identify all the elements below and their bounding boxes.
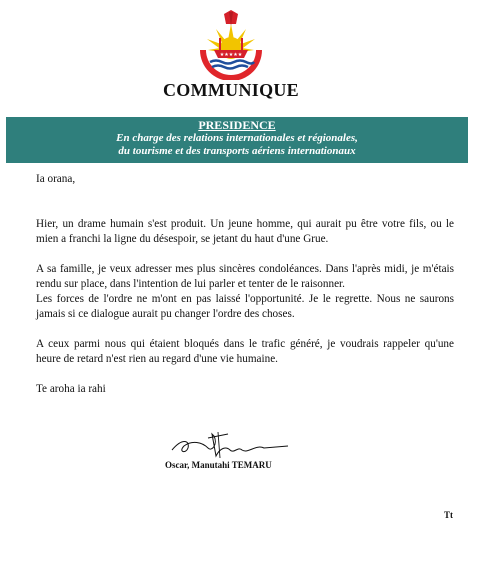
banner-subtitle-line-2: du tourisme et des transports aériens internationaux xyxy=(118,145,356,157)
greeting: Ia orana, xyxy=(36,173,76,185)
svg-text:★★★★★: ★★★★★ xyxy=(219,52,243,58)
signer-name: Oscar, Manutahi TEMARU xyxy=(165,460,272,470)
closing-line: Te aroha ia rahi xyxy=(36,383,106,395)
banner-subtitle-line-1: En charge des relations internationales et régionales, xyxy=(116,132,358,144)
coat-of-arms-logo xyxy=(196,10,266,80)
banner-heading: PRESIDENCE xyxy=(198,118,276,132)
letter-body xyxy=(36,172,454,397)
paragraph-3: A ceux parmi nous qui étaient bloqués dans le trafic généré, je voudrais rappeler qu'une heure de retard n'est rien au regard d'une vie humaine. xyxy=(36,338,454,365)
paragraph-2a: A sa famille, je veux adresser mes plus sincères condoléances. Dans l'après midi, je m'étais rendu sur place, dans l'intention de lui parler et tenter de le raisonner. xyxy=(36,263,454,290)
footer-initials: Tt xyxy=(444,510,453,520)
paragraph-2b: Les forces de l'ordre ne m'ont en pas laissé l'opportunité. Je le regrette. Nous ne saurons jamais si ce dialogue aurait pu changer l'ordre des choses. xyxy=(36,293,454,320)
presidency-banner xyxy=(6,117,468,163)
handwritten-signature xyxy=(168,430,298,460)
page-title: COMMUNIQUE xyxy=(163,80,299,100)
paragraph-1: Hier, un drame humain s'est produit. Un jeune homme, qui aurait pu être votre fils, ou le mien a franchi la ligne du désespoir, se jetant du haut d'une Grue. xyxy=(36,218,454,245)
